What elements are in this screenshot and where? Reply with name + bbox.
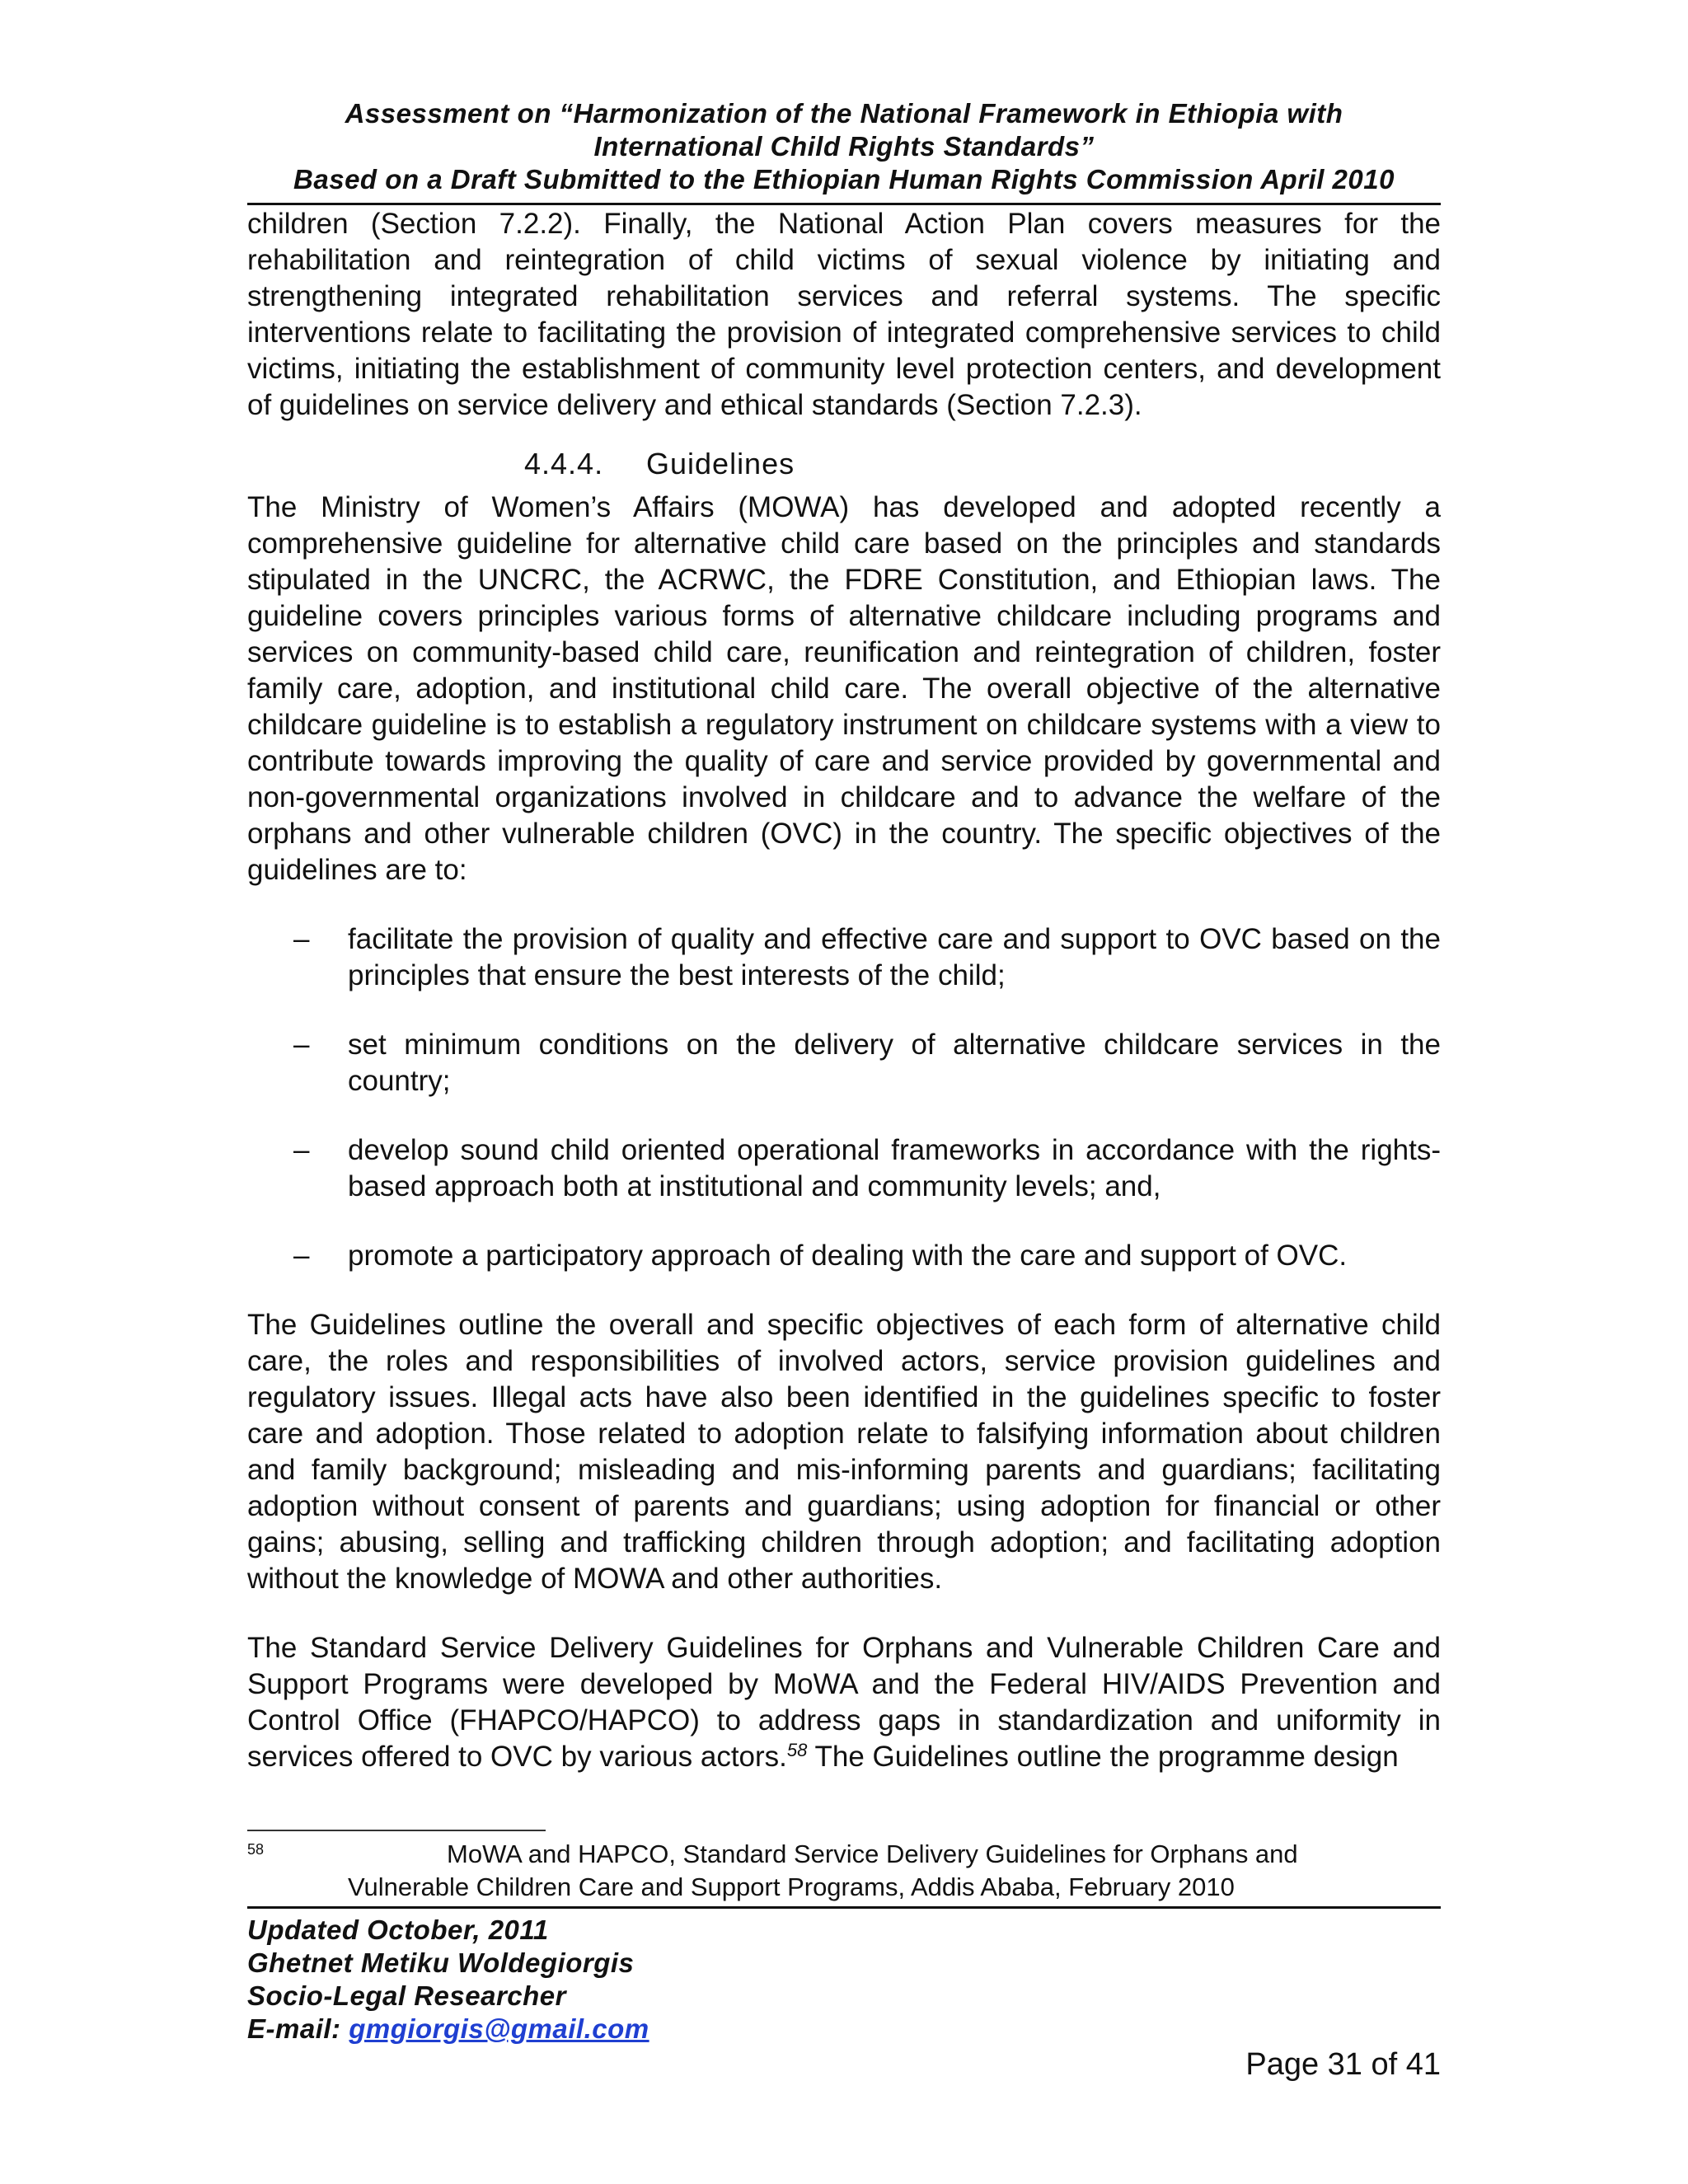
footer-updated: Updated October, 2011 bbox=[247, 1915, 549, 1945]
email-link[interactable]: gmgiorgis@gmail.com bbox=[349, 2013, 649, 2044]
list-item bbox=[247, 1238, 1441, 1274]
list-item-text: set minimum conditions on the delivery of alternative childcare services in the country; bbox=[348, 1029, 1441, 1097]
paragraph-standard-text-a: The Standard Service Delivery Guidelines for Orphans and Vulnerable Children Care and Support Programs were developed by MoWA and the Federal HIV/AIDS Prevention and Control Office (FHAPCO/HAPCO) to address gaps in standardization and uniformity in services offered to OVC by various actors. bbox=[247, 1632, 1441, 1773]
paragraph-standard-service bbox=[247, 1630, 1441, 1775]
footer-role: Socio-Legal Researcher bbox=[247, 1980, 566, 2011]
dash-bullet: – bbox=[293, 1029, 310, 1061]
list-item bbox=[247, 1132, 1441, 1205]
paragraph-intro: children (Section 7.2.2). Finally, the National Action Plan covers measures for the rehabilitation and reintegration of child victims of sexual violence by initiating and strengthening integrated rehabilitation services and referral systems. The specific interventions relate to facilitating the provision of integrated comprehensive services to child victims, initiating the establishment of community level protection centers, and development of guidelines on service delivery and ethical standards (Section 7.2.3). bbox=[247, 208, 1441, 421]
page-number: Page 31 of 41 bbox=[1245, 2047, 1441, 2082]
dash-bullet: – bbox=[293, 923, 310, 955]
running-footer bbox=[247, 1914, 649, 2046]
header-divider bbox=[247, 203, 1441, 205]
footnote-reference[interactable]: 58 bbox=[786, 1740, 808, 1760]
paragraph-guidelines: The Guidelines outline the overall and specific objectives of each form of alternative child care, the roles and responsibilities of involved actors, service provision guidelines and regulatory issues. Illegal acts have also been identified in the guidelines specific to foster care and adoption. Those related to adoption relate to falsifying information about children and family background; misleading and mis-informing parents and guardians; facilitating adoption without consent of parents and guardians; using adoption for financial or other gains; abusing, selling and trafficking children through adoption; and facilitating adoption without the knowledge of MOWA and other authorities. bbox=[247, 1309, 1441, 1595]
footnote-line-1: MoWA and HAPCO, Standard Service Delivery Guidelines for Orphans and bbox=[447, 1840, 1298, 1868]
footer-email-line bbox=[247, 2013, 649, 2046]
list-item bbox=[247, 1027, 1441, 1099]
running-header bbox=[247, 97, 1441, 196]
body-text bbox=[247, 206, 1441, 1775]
objectives-list bbox=[247, 921, 1441, 1274]
header-title-line-1: Assessment on “Harmonization of the National Framework in Ethiopia with bbox=[345, 98, 1343, 129]
section-heading bbox=[524, 445, 1441, 483]
list-item-text: facilitate the provision of quality and effective care and support to OVC based on the principles that ensure the best interests of the child; bbox=[348, 923, 1441, 991]
section-number: 4.4.4. bbox=[524, 447, 604, 480]
list-item-text: develop sound child oriented operational frameworks in accordance with the rights-based approach both at institutional and community levels; and, bbox=[348, 1134, 1441, 1202]
paragraph-mowa: The Ministry of Women’s Affairs (MOWA) has developed and adopted recently a comprehensive guideline for alternative child care based on the principles and standards stipulated in the UNCRC, the ACRWC, the FDRE Constitution, and Ethiopian laws. The guideline covers principles various forms of alternative childcare including programs and services on community-based child care, reunification and reintegration of children, foster family care, adoption, and institutional child care. The overall objective of the alternative childcare guideline is to establish a regulatory instrument on childcare systems with a view to contribute towards improving the quality of care and service provided by governmental and non-governmental organizations involved in childcare and to advance the welfare of the orphans and other vulnerable children (OVC) in the country. The specific objectives of the guidelines are to: bbox=[247, 491, 1441, 886]
header-title-line-2: International Child Rights Standards” bbox=[593, 131, 1095, 162]
dash-bullet: – bbox=[293, 1134, 310, 1166]
footnote-number: 58 bbox=[247, 1841, 265, 1858]
footer-divider bbox=[247, 1906, 1441, 1909]
footnote-line-2: Vulnerable Children Care and Support Programs, Addis Ababa, February 2010 bbox=[348, 1872, 1235, 1901]
list-item bbox=[247, 921, 1441, 994]
footer-email-label: E-mail: bbox=[247, 2013, 341, 2044]
dash-bullet: – bbox=[293, 1240, 310, 1272]
paragraph-standard-text-b: The Guidelines outline the programme design bbox=[807, 1741, 1399, 1773]
footnote-separator bbox=[247, 1830, 546, 1831]
section-title: Guidelines bbox=[646, 447, 795, 480]
list-item-text: promote a participatory approach of dealing with the care and support of OVC. bbox=[348, 1240, 1348, 1272]
footnote bbox=[247, 1838, 1441, 1904]
header-subtitle: Based on a Draft Submitted to the Ethiopian Human Rights Commission April 2010 bbox=[293, 164, 1395, 194]
footer-author: Ghetnet Metiku Woldegiorgis bbox=[247, 1947, 635, 1978]
